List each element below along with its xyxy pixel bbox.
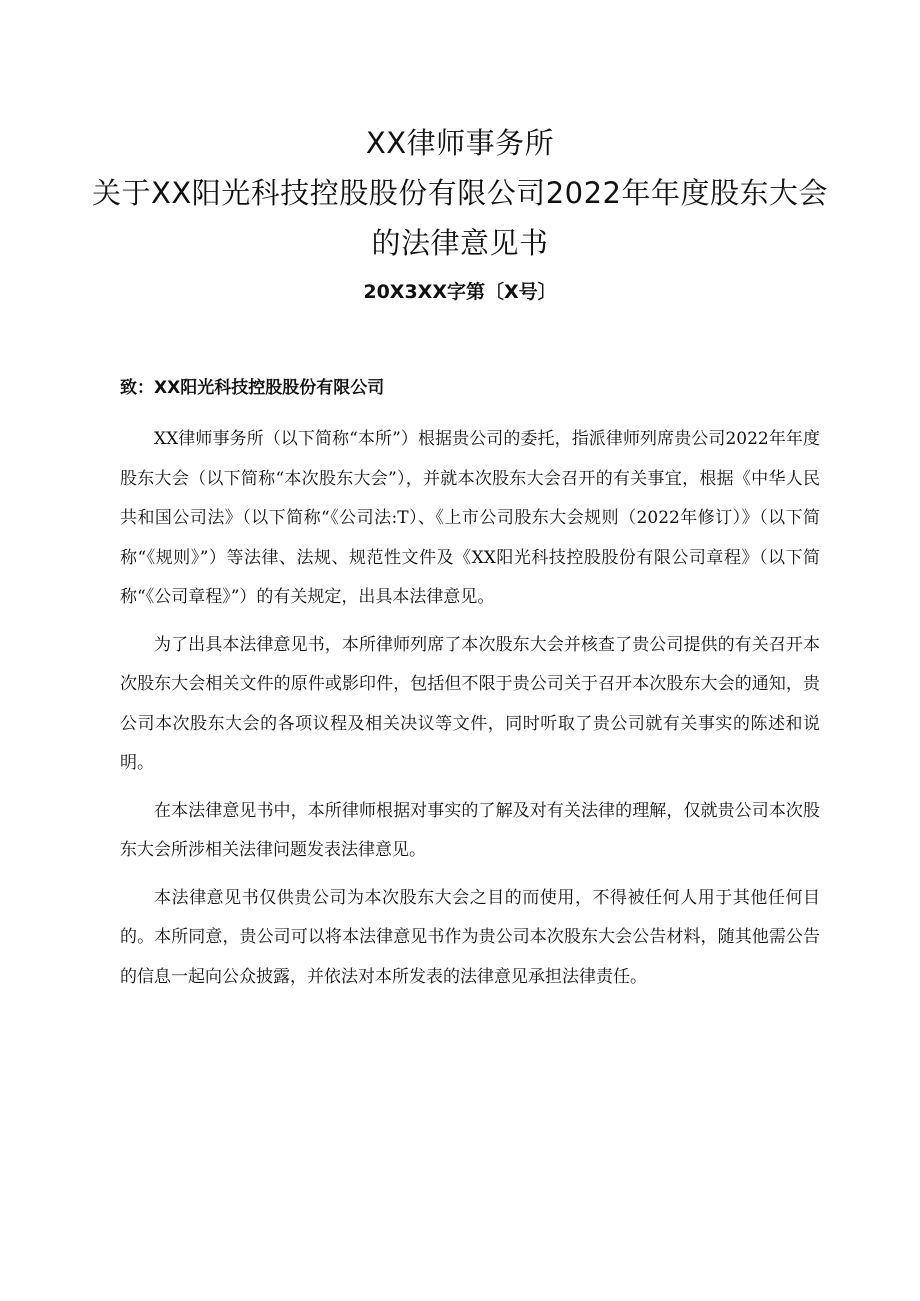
title-subject: 关于XX阳光科技控股股份有限公司2022年年度股东大会	[91, 176, 829, 210]
addressee: 致：XX阳光科技控股股份有限公司	[120, 378, 385, 398]
title-block	[0, 118, 920, 310]
paragraph-2: 为了出具本法律意见书，本所律师列席了本次股东大会并核查了贵公司提供的有关召开本次股东大会相关文件的原件或影印件，包括但不限于贵公司关于召开本次股东大会的通知，贵公司本次股东大会的各项议程及相关决议等文件，同时听取了贵公司就有关事实的陈述和说明。	[120, 634, 820, 773]
paragraph-3: 在本法律意见书中，本所律师根据对事实的了解及对有关法律的理解，仅就贵公司本次股东大会所涉相关法律问题发表法律意见。	[120, 800, 820, 860]
body-text	[120, 420, 820, 1005]
title-document-type: 的法律意见书	[371, 226, 549, 260]
paragraph-4: 本法律意见书仅供贵公司为本次股东大会之目的而使用，不得被任何人用于其他任何目的。本所同意，贵公司可以将本法律意见书作为贵公司本次股东大会公告材料，随其他需公告的信息一起向公众披露，并依法对本所发表的法律意见承担法律责任。	[120, 887, 820, 987]
title-law-firm: XX律师事务所	[365, 126, 555, 160]
paragraph-1: XX律师事务所（以下简称“本所”）根据贵公司的委托，指派律师列席贵公司2022年年度股东大会（以下简称“本次股东大会”），并就本次股东大会召开的有关事宜，根据《中华人民共和国公司法》（以下简称“《公司法:T）、《上市公司股东大会规则（2022年修订）》（以下简称“《规则》”）等法律、法规、规范性文件及《XX阳光科技控股股份有限公司章程》（以下简称“《公司章程》”）的有关规定，出具本法律意见。	[120, 429, 820, 607]
document-number: 20X3XX字第〔X号〕	[363, 281, 557, 303]
